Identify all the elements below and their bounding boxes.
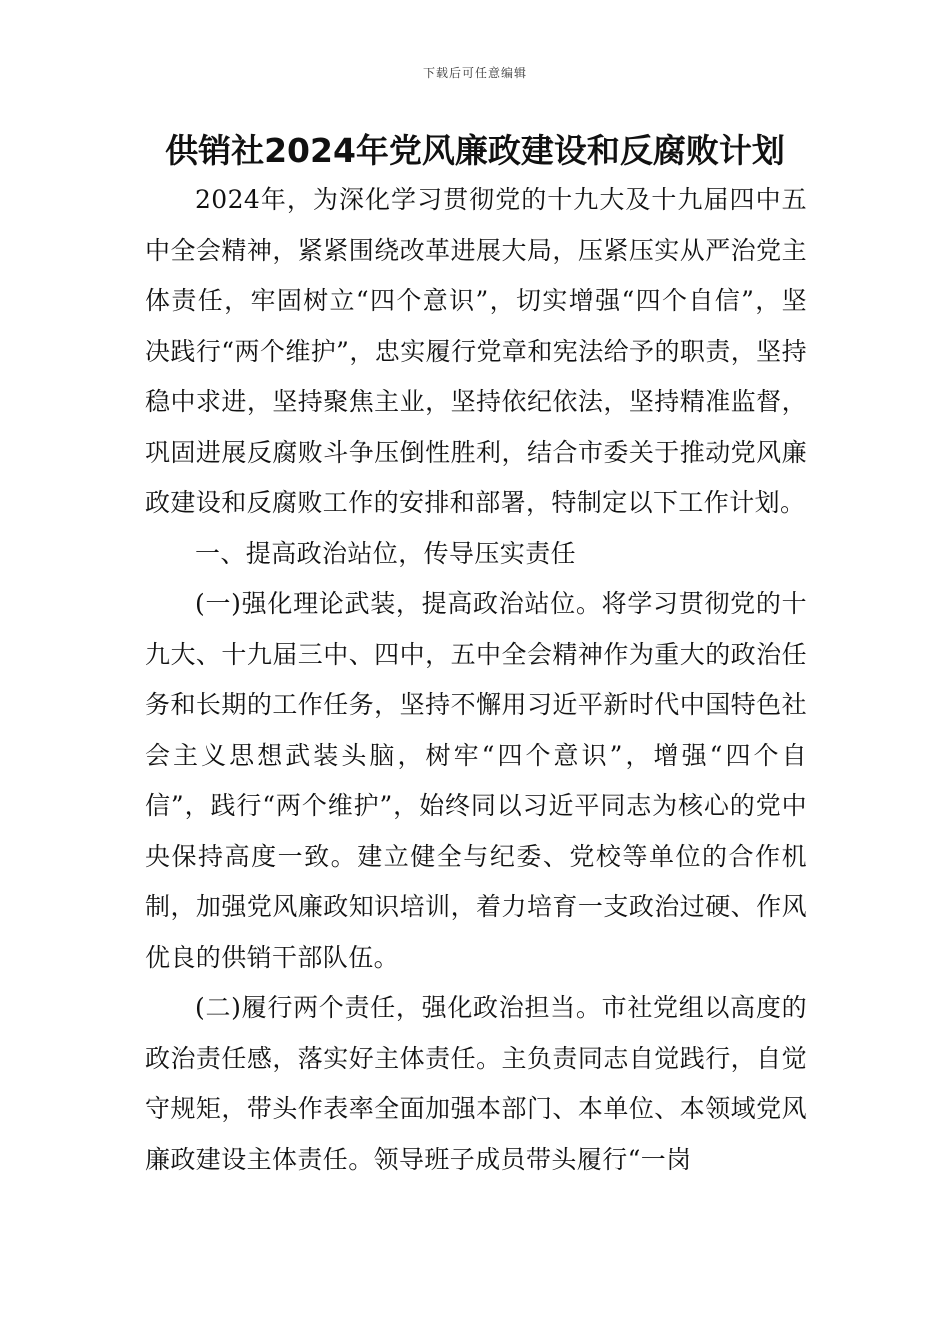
- document-title: 供销社2024年党风廉政建设和反腐败计划: [165, 131, 785, 170]
- section-heading-1: 一、提高政治站位，传导压实责任: [195, 538, 577, 568]
- document-body: [145, 175, 807, 1185]
- paragraph-section-1-2: (二)履行两个责任，强化政治担当。市社党组以高度的政治责任感，落实好主体责任。主负责同志自觉践行，自觉守规矩，带头作表率全面加强本部门、本单位、本领域党风廉政建设主体责任。领导班子成员带头履行“一岗: [145, 993, 807, 1174]
- paragraph-section-1-1: (一)强化理论武装，提高政治站位。将学习贯彻党的十九大、十九届三中、四中，五中全会精神作为重大的政治任务和长期的工作任务，坚持不懈用习近平新时代中国特色社会主义思想武装头脑，树牢“四个意识”，增强“四个自信”，践行“两个维护”，始终同以习近平同志为核心的党中央保持高度一致。建立健全与纪委、党校等单位的合作机制，加强党风廉政知识培训，着力培育一支政治过硬、作风优良的供销干部队伍。: [145, 589, 807, 972]
- paragraph-intro: 2024年，为深化学习贯彻党的十九大及十九届四中五中全会精神，紧紧围绕改革进展大局，压紧压实从严治党主体责任，牢固树立“四个意识”，切实增强“四个自信”，坚决践行“两个维护”，忠实履行党章和宪法给予的职责，坚持稳中求进，坚持聚焦主业，坚持依纪依法，坚持精准监督，巩固进展反腐败斗争压倒性胜利，结合市委关于推动党风廉政建设和反腐败工作的安排和部署，特制定以下工作计划。: [145, 185, 807, 517]
- header-note: 下载后可任意编辑: [422, 66, 527, 80]
